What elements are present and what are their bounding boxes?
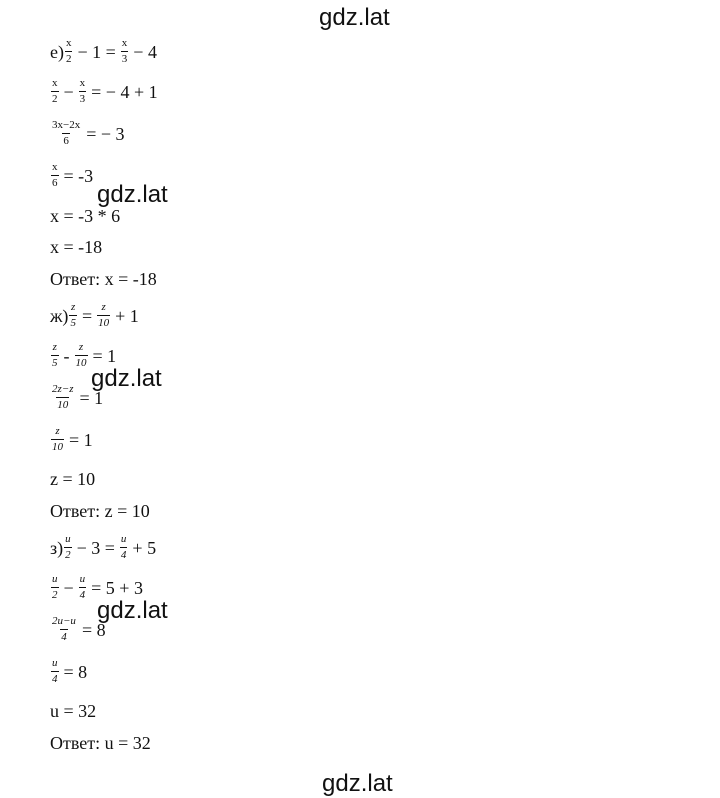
fraction: $\frac{u}{4}$ [52, 657, 58, 685]
fraction: $\frac{3x-2x}{6}$ [52, 119, 81, 147]
fraction: $\frac{x}{6}$ [52, 161, 58, 189]
step-zh-4: z = 10 [50, 469, 96, 489]
step-zh-1: $\frac{z}{5}$ - $\frac{z}{10}$ = 1 [52, 341, 117, 369]
fraction: $\frac{z}{10}$ [98, 301, 110, 329]
fraction: $\frac{z}{10}$ [75, 341, 87, 369]
fraction: $\frac{x}{2}$ [52, 77, 58, 105]
step-e-5: x = -18 [50, 237, 103, 257]
answer-zh: Ответ: z = 10 [50, 501, 150, 521]
watermark: gdz.lat [91, 365, 162, 392]
step-z-3: $\frac{u}{4}$ = 8 [52, 657, 88, 685]
equation-zh: ж) $\frac{z}{5}$ = $\frac{z}{10}$ + 1 [50, 301, 139, 329]
fraction: $\frac{x}{2}$ [65, 37, 72, 65]
watermark-bottom: gdz.lat [322, 770, 393, 797]
answer-e: Ответ: x = -18 [50, 269, 157, 289]
fraction: $\frac{u}{4}$ [79, 573, 86, 601]
equation-z: з) $\frac{u}{2}$ − 3 = $\frac{u}{4}$ + 5 [50, 533, 157, 561]
step-e-3: $\frac{x}{6}$ = -3 [52, 161, 94, 189]
task-label: з) [50, 537, 64, 558]
fraction: $\frac{u}{4}$ [120, 533, 127, 561]
fraction: $\frac{u}{2}$ [65, 533, 71, 561]
fraction: $\frac{z}{10}$ [52, 425, 63, 453]
fraction: $\frac{u}{2}$ [52, 573, 58, 601]
watermark: gdz.lat [97, 597, 168, 624]
equation-e: е) $\frac{x}{2}$ − 1 = $\frac{x}{3}$ − 4 [50, 37, 157, 65]
fraction: $\frac{z}{5}$ [52, 341, 58, 369]
fraction: $\frac{z}{5}$ [70, 301, 76, 329]
step-z-2: $\frac{2u-u}{4}$ = 8 [52, 615, 106, 643]
step-z-4: u = 32 [50, 701, 97, 721]
step-z-1: $\frac{u}{2}$ − $\frac{u}{4}$ = 5 + 3 [52, 573, 143, 601]
fraction: $\frac{x}{3}$ [121, 37, 128, 65]
task-label: ж) [50, 305, 69, 326]
watermark: gdz.lat [97, 181, 168, 208]
task-label: е) [50, 41, 64, 62]
fraction: $\frac{2z-z}{10}$ [52, 383, 74, 411]
step-e-2: $\frac{3x-2x}{6}$ = − 3 [52, 119, 125, 147]
step-e-4: x = -3 * 6 [50, 206, 121, 226]
step-e-1: $\frac{x}{2}$ − $\frac{x}{3}$ = − 4 + 1 [52, 77, 158, 105]
fraction: $\frac{2u-u}{4}$ [52, 615, 76, 643]
step-zh-3: $\frac{z}{10}$ = 1 [52, 425, 93, 453]
watermark-top: gdz.lat [319, 4, 390, 31]
answer-z: Ответ: u = 32 [50, 733, 151, 753]
fraction: $\frac{x}{3}$ [79, 77, 86, 105]
step-zh-2: $\frac{2z-z}{10}$ = 1 [52, 383, 104, 411]
